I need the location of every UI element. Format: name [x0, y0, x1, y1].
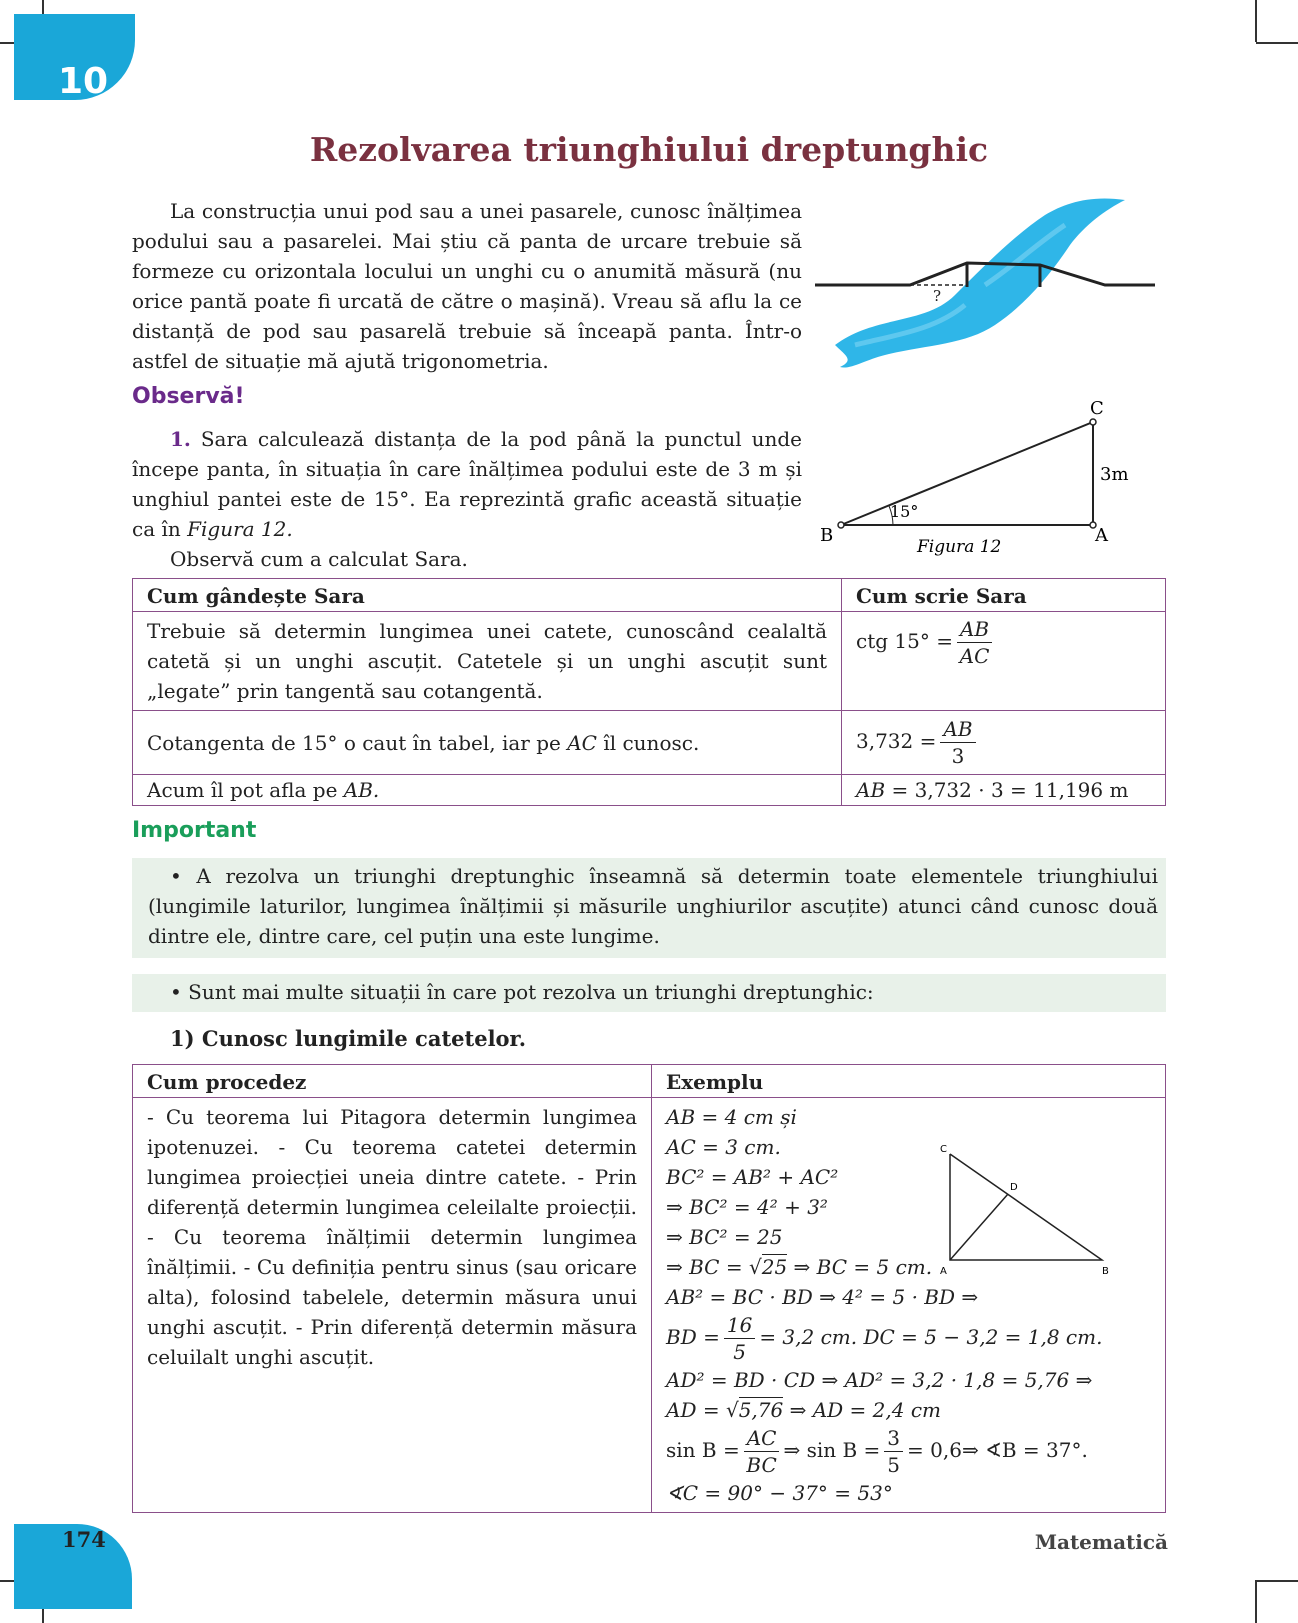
- table1-row2-left: Cotangenta de 15° o caut în tabel, iar pe AC îl cunosc.: [133, 711, 842, 775]
- table1-row1-right: ctg 15° = $\frac{AB}{AC}$: [842, 612, 1166, 711]
- figure-12-triangle: [815, 400, 1135, 565]
- important-box-1: • A rezolva un triunghi dreptunghic înseamnă să determin toate elementele triunghiului (lungimile laturilor, lungimea înălțimii și măsurile unghiurilor ascuțite) atunci când cunosc două dintre ele, dintre care, cel puțin una este lungime.: [132, 858, 1166, 958]
- chapter-number: 10: [58, 61, 109, 102]
- vertex-C-label: C: [1090, 400, 1104, 419]
- example-line: AB² = BC · BD ⇒ 4² = 5 · BD ⇒: [666, 1285, 979, 1309]
- example-C-label: C: [940, 1144, 947, 1155]
- important-box-2: • Sunt mai multe situații în care pot rezolva un triunghi dreptunghic:: [132, 974, 1166, 1012]
- subject-label: Matematică: [1034, 1530, 1168, 1554]
- bridge-river-illustration: [815, 195, 1155, 375]
- problem-figure-ref: Figura 12.: [187, 517, 293, 541]
- figure-caption: Figura 12: [917, 537, 1002, 557]
- observa-heading: Observă!: [132, 384, 245, 409]
- problem-text: Sara calculează distanța de la pod până la punctul unde începe panta, în situația în care înălțimea podului este de 3 m și unghiul pantei este de 15°. Ea reprezintă grafic această situație ca în: [132, 427, 803, 541]
- table2-header-right: Exemplu: [652, 1065, 1166, 1098]
- crop-mark: [1256, 1580, 1298, 1582]
- table1-row1-left: Trebuie să determin lungimea unei catete, cunoscând cealaltă catetă și un unghi ascuțit. Catetele și un unghi ascuțit sunt „legate” prin tangentă sau cotangentă.: [133, 612, 842, 711]
- vertex-A-label: A: [1095, 525, 1108, 546]
- problem-number: 1.: [170, 427, 191, 451]
- side-length-label: 3m: [1100, 464, 1129, 485]
- example-line: ⇒ BC² = 25: [666, 1225, 783, 1249]
- example-line: ⇒ BC = √25 ⇒ BC = 5 cm.: [666, 1255, 933, 1279]
- example-line: AC = 3 cm.: [666, 1135, 781, 1159]
- sara-calculation-table: [132, 578, 1166, 806]
- crop-mark: [1255, 0, 1257, 42]
- intro-paragraph: La construcția unui pod sau a unei pasarele, cunosc înălțimea podului sau a pasarelei. Mai știu că panta de urcare trebuie să formeze cu orizontala locului un unghi cu o anumită măsură (nu orice pantă poate fi urcată de către o mașină). Vreau să aflu la ce distanță de pod sau pasarelă trebuie să înceapă panta. Într-o astfel de situație mă ajută trigonometria.: [132, 199, 802, 373]
- table1-row2-right: 3,732 = $\frac{AB}{3}$: [842, 711, 1166, 775]
- table1-header-right: Cum scrie Sara: [842, 579, 1166, 612]
- example-line: ∢C = 90° − 37° = 53°: [666, 1481, 893, 1505]
- example-line: ⇒ BC² = 4² + 3²: [666, 1195, 828, 1219]
- case1-heading: 1) Cunosc lungimile catetelor.: [170, 1026, 527, 1051]
- page-title: Rezolvarea triunghiului dreptunghic: [309, 130, 989, 169]
- case1-table: [132, 1064, 1166, 1513]
- table2-header-left: Cum procedez: [133, 1065, 652, 1098]
- example-line: BD = $\frac{16}{5}$ = 3,2 cm. DC = 5 − 3,2 = 1,8 cm.: [666, 1313, 1103, 1364]
- angle-label: 15°: [890, 502, 919, 521]
- river-shape: [835, 198, 1125, 367]
- page-number: 174: [62, 1527, 106, 1552]
- example-cell: [652, 1098, 1166, 1513]
- table1-header-left: Cum gândește Sara: [133, 579, 842, 612]
- example-line: AD = √5,76 ⇒ AD = 2,4 cm: [666, 1398, 941, 1422]
- example-line: AB = 4 cm și: [666, 1105, 797, 1129]
- crop-mark: [1256, 42, 1298, 44]
- example-triangle-figure: [932, 1138, 1152, 1288]
- example-line: sin B = $\frac{AC}{BC}$ ⇒ sin B = $\frac{3}{5}$ = 0,6⇒ ∢B = 37°.: [666, 1426, 1088, 1477]
- observa-calc-text: Observă cum a calculat Sara.: [170, 547, 468, 571]
- example-B-label: B: [1102, 1266, 1109, 1277]
- example-line: BC² = AB² + AC²: [666, 1165, 839, 1189]
- example-D-label: D: [1010, 1182, 1018, 1193]
- important-heading: Important: [132, 818, 257, 843]
- procedure-steps: - Cu teorema lui Pitagora determin lungimea ipotenuzei. - Cu teorema catetei determin lungimea proiecției uneia dintre catete. - Prin diferență determin lungimea celeilalte proiecții. - Cu teorema înălțimii determin lungimea înălțimii. - Cu definiția pentru sinus (sau oricare alta), folosind tabelele, determin măsura unui unghi ascuțit. - Prin diferență determin măsura celuilalt unghi ascuțit.: [133, 1098, 652, 1513]
- example-A-label: A: [940, 1266, 947, 1277]
- table1-row3-right: AB = 3,732 · 3 = 11,196 m: [842, 775, 1166, 806]
- question-mark-label: ?: [933, 287, 942, 305]
- vertex-B-label: B: [820, 525, 834, 546]
- example-line: AD² = BD · CD ⇒ AD² = 3,2 · 1,8 = 5,76 ⇒: [666, 1368, 1093, 1392]
- table1-row3-left: Acum îl pot afla pe AB.: [133, 775, 842, 806]
- crop-mark: [1255, 1580, 1257, 1623]
- problem-paragraph: [132, 424, 802, 544]
